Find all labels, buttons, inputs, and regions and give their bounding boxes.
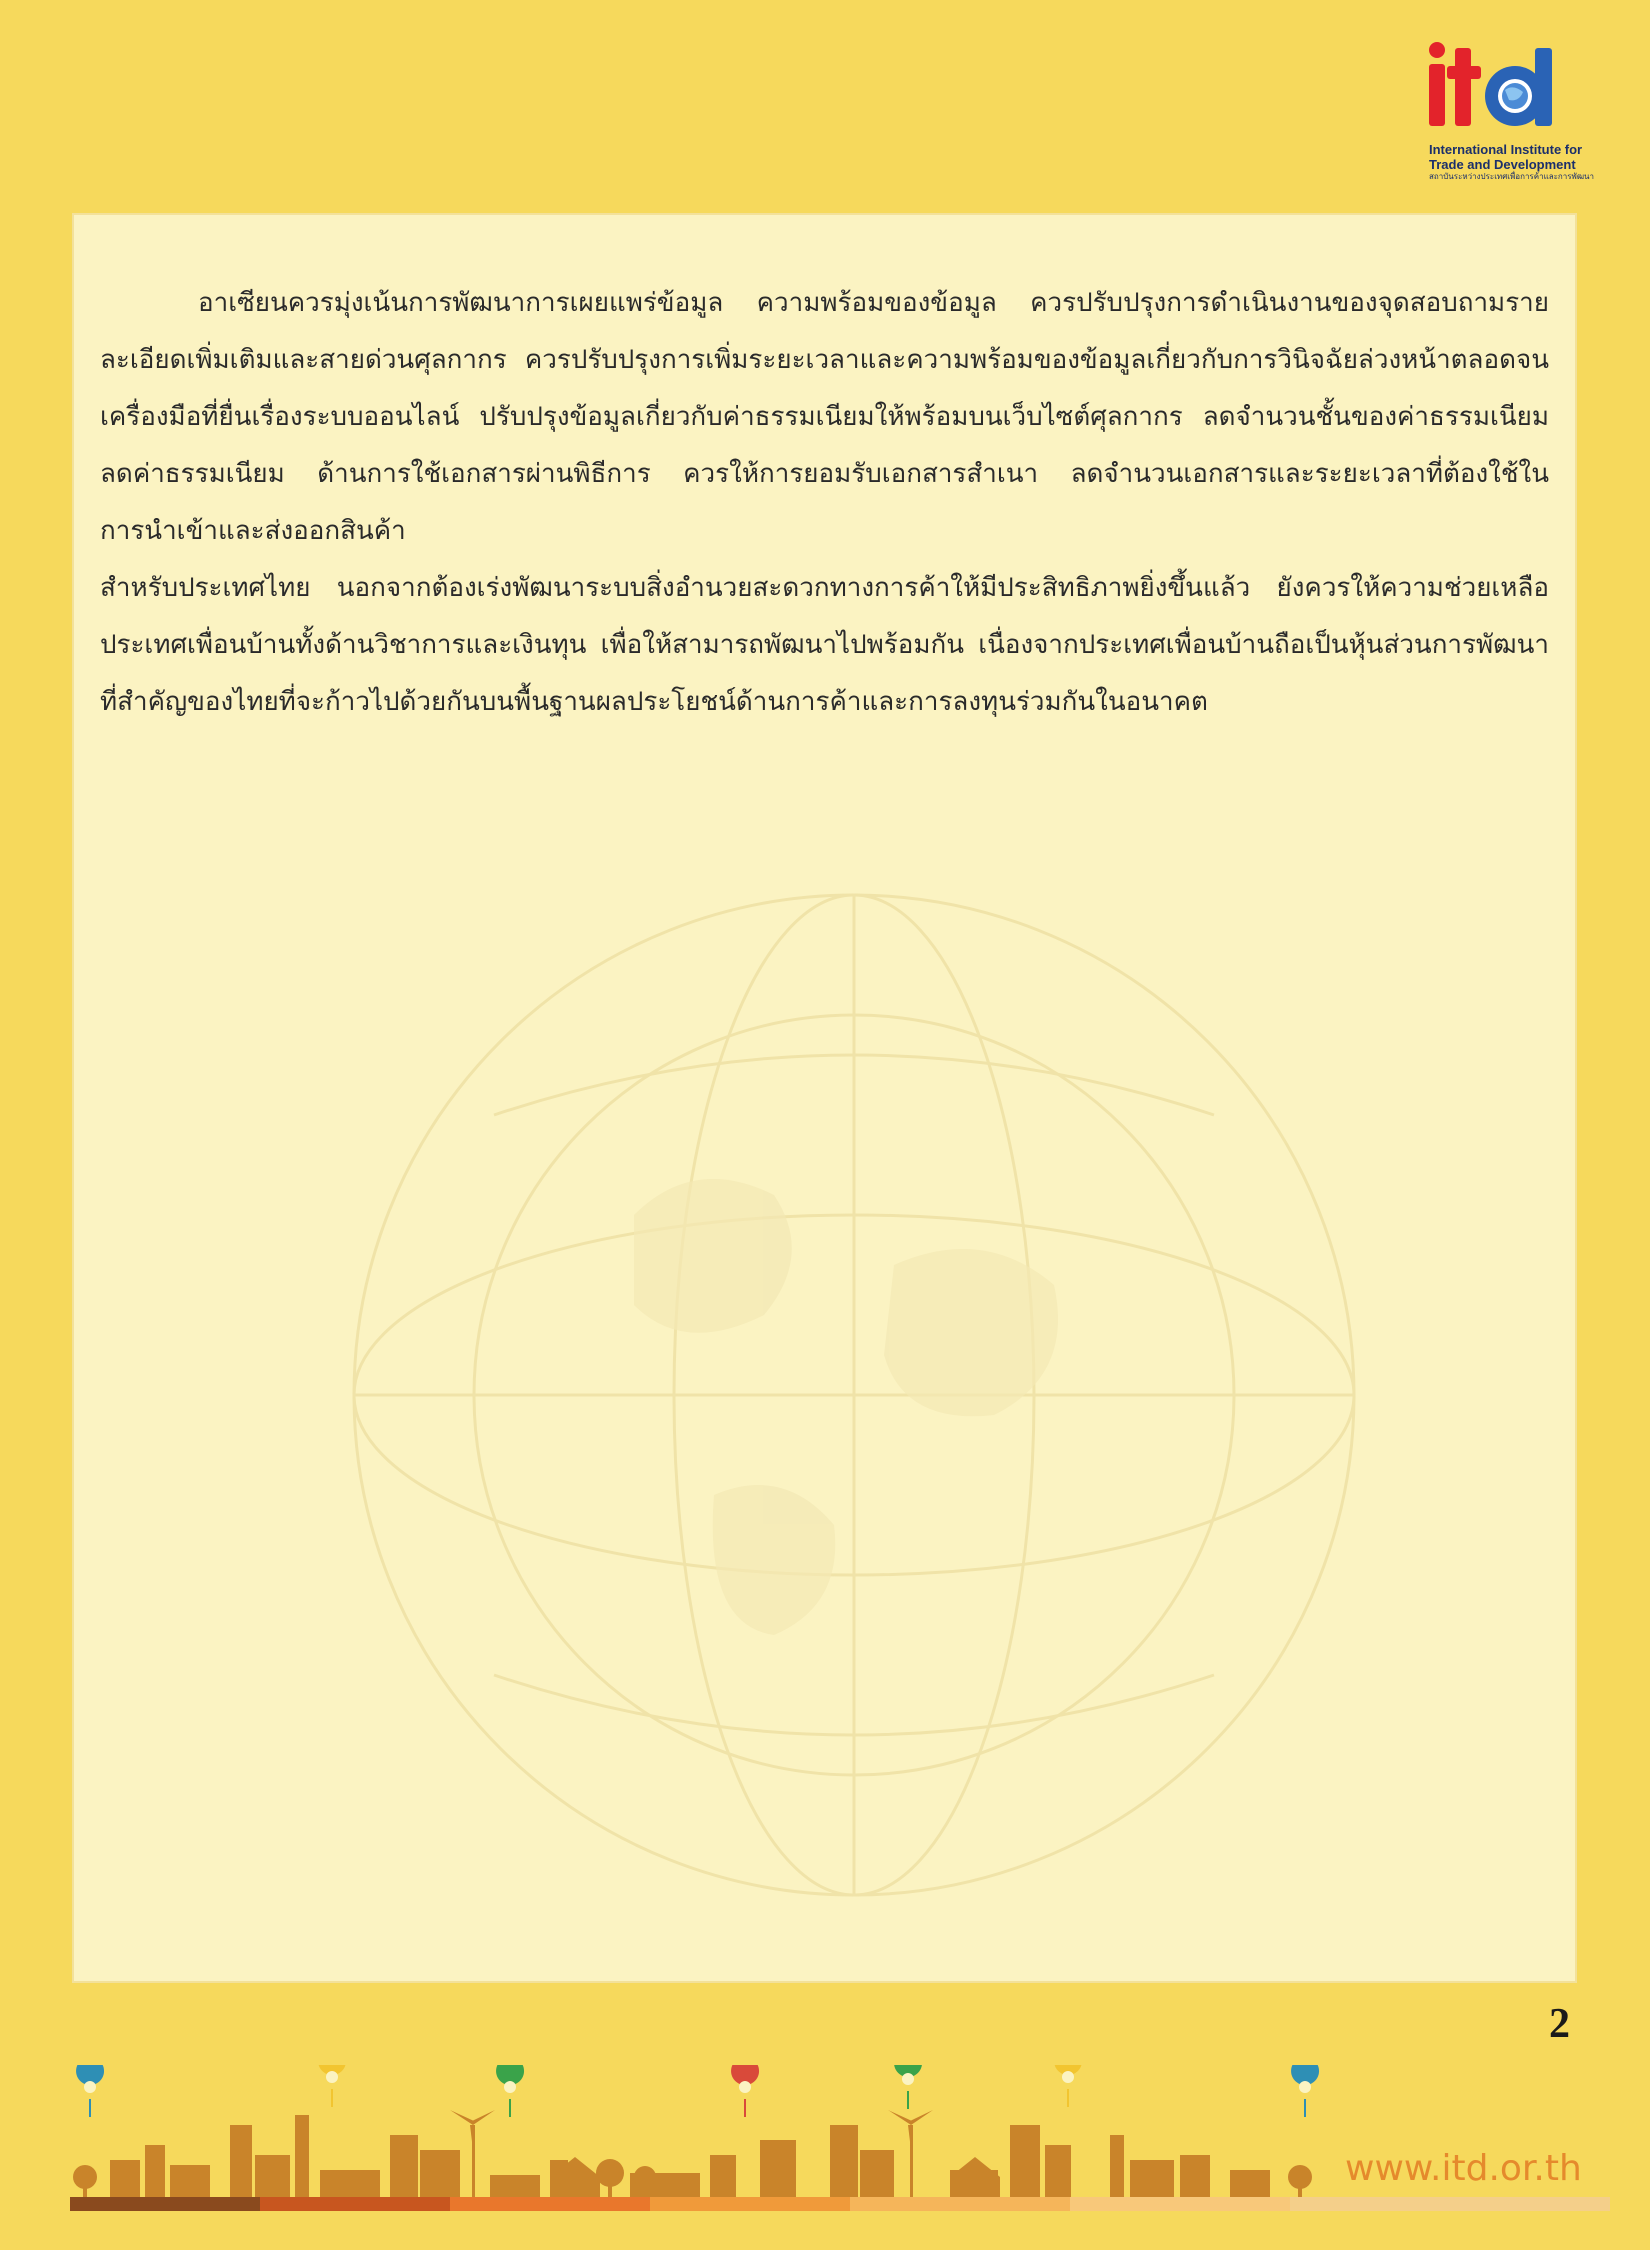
page-number: 2	[1549, 2001, 1570, 2047]
logo-caption-thai: สถาบันระหว่างประเทศเพื่อการค้าและการพัฒนา	[1429, 172, 1595, 181]
stripe-segment	[1070, 2197, 1290, 2211]
footer-color-stripe	[70, 2197, 1610, 2211]
logo-caption-line2: Trade and Development	[1429, 157, 1576, 172]
stripe-segment	[1290, 2197, 1610, 2211]
city-skyline-illustration	[70, 2065, 1340, 2215]
paragraph-2: สำหรับประเทศไทย นอกจากต้องเร่งพัฒนาระบบสิ่งอำนวยสะดวกทางการค้าให้มีประสิทธิภาพยิ่งขึ้นแล้ว ยังควรให้ความช่วยเหลือประเทศเพื่อนบ้านทั้งด้านวิชาการและเงินทุน เพื่อให้สามารถพัฒนาไปพร้อมกัน เนื่องจากประเทศเพื่อนบ้านถือเป็นหุ้นส่วนการพัฒนาที่สำคัญของไทยที่จะก้าวไปด้วยกันบนพื้นฐานผลประโยชน์ด้านการค้าและการลงทุนร่วมกันในอนาคต	[100, 573, 1549, 717]
itd-logo-mark	[1425, 40, 1590, 140]
logo-caption	[1429, 142, 1599, 182]
content-panel	[72, 213, 1577, 1983]
website-url: www.itd.or.th	[1345, 2148, 1582, 2189]
itd-logo	[1425, 40, 1595, 190]
body-text	[74, 215, 1575, 731]
stripe-segment	[70, 2197, 260, 2211]
paragraph-1: อาเซียนควรมุ่งเน้นการพัฒนาการเผยแพร่ข้อมูล ความพร้อมของข้อมูล ควรปรับปรุงการดำเนินงานของจุดสอบถามรายละเอียดเพิ่มเติมและสายด่วนศุลกากร ควรปรับปรุงการเพิ่มระยะเวลาและความพร้อมของข้อมูลเกี่ยวกับการวินิจฉัยล่วงหน้าตลอดจนเครื่องมือที่ยื่นเรื่องระบบออนไลน์ ปรับปรุงข้อมูลเกี่ยวกับค่าธรรมเนียมให้พร้อมบนเว็บไซต์ศุลกากร ลดจำนวนชั้นของค่าธรรมเนียม ลดค่าธรรมเนียม ด้านการใช้เอกสารผ่านพิธีการ ควรให้การยอมรับเอกสารสำเนา ลดจำนวนเอกสารและระยะเวลาที่ต้องใช้ในการนำเข้าและส่งออกสินค้า	[100, 288, 1549, 546]
stripe-segment	[260, 2197, 450, 2211]
logo-caption-line1: International Institute for	[1429, 142, 1583, 157]
stripe-segment	[450, 2197, 650, 2211]
stripe-segment	[850, 2197, 1070, 2211]
stripe-segment	[650, 2197, 850, 2211]
